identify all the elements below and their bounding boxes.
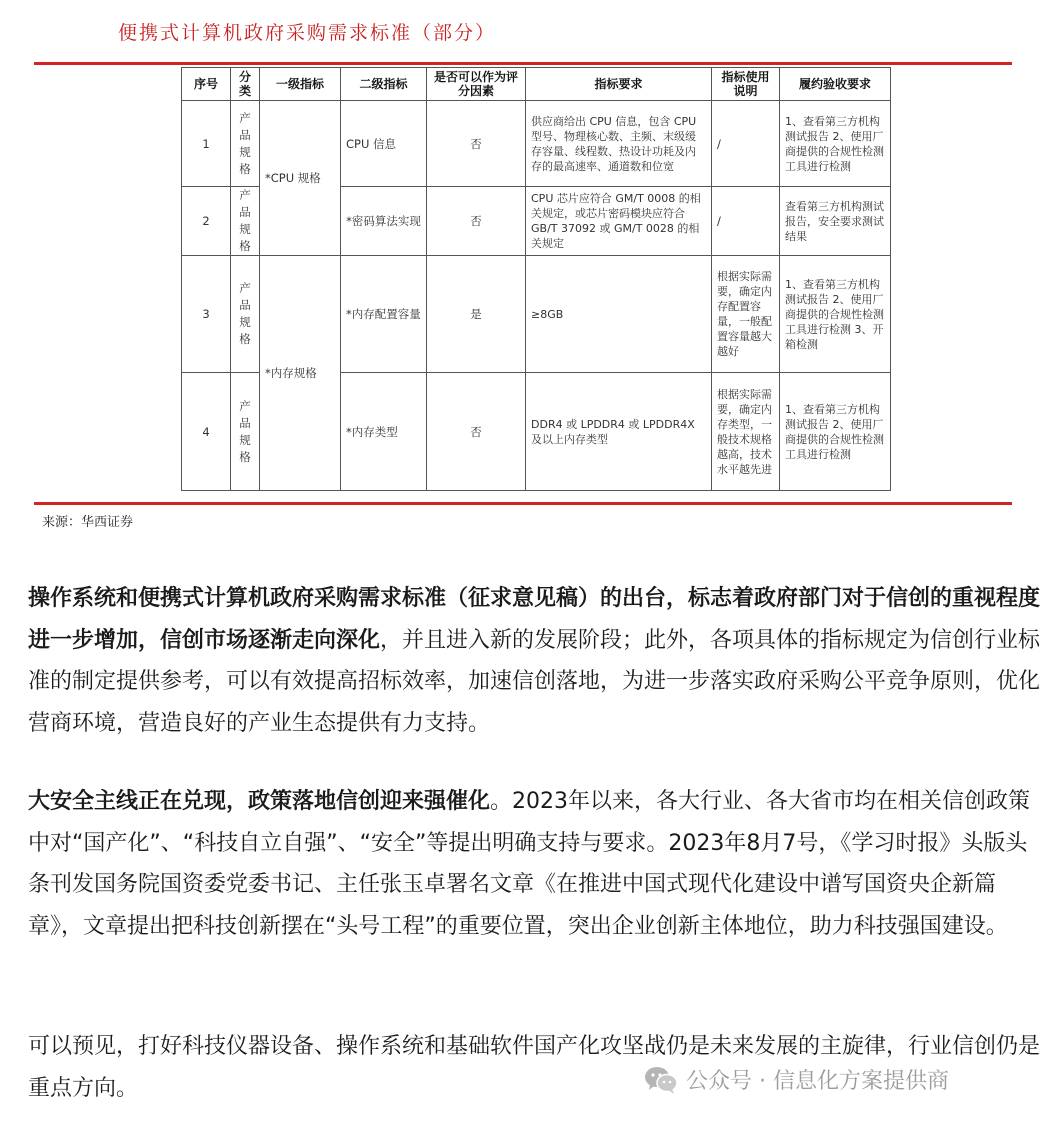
header-no: 序号 [182, 68, 231, 101]
row-requirement: 供应商给出 CPU 信息，包含 CPU 型号、物理核心数、主频、末级缓存容量、线程数、热设计功耗及内存的最高速率、通道数和位宽 [526, 101, 712, 187]
row-no: 1 [182, 101, 231, 187]
table-row [182, 101, 891, 187]
paragraph-1 [28, 578, 1043, 744]
header-category: 分类 [231, 68, 260, 101]
header-level2: 二级指标 [341, 68, 427, 101]
paragraph-2-text: 。2023年以来，各大行业、各大省市均在相关信创政策中对“国产化”、“科技自立自强”、“安全”等提出明确支持与要求。2023年8月7号，《学习时报》头版头条刊发国务院国资委党委书记、主任张玉卓署名文章《在推进中国式现代化建设中谱写国资央企新篇章》，文章提出把科技创新摆在“头号工程”的重要位置，突出企业创新主体地位，助力科技强国建设。 [28, 789, 1031, 939]
row-acceptance: 1、查看第三方机构测试报告 2、使用厂商提供的合规性检测工具进行检测 [780, 373, 891, 491]
row-usage: / [712, 101, 780, 187]
watermark [644, 1064, 949, 1095]
row-category: 产品规格 [231, 101, 260, 187]
row-no: 2 [182, 187, 231, 256]
row-category: 产品规格 [231, 373, 260, 491]
row-scoring: 是 [427, 256, 526, 373]
row-category: 产品规格 [231, 187, 260, 256]
header-level1: 一级指标 [260, 68, 341, 101]
table-row [182, 256, 891, 373]
row-acceptance: 查看第三方机构测试报告，安全要求测试结果 [780, 187, 891, 256]
table-header-row [182, 68, 891, 101]
row-scoring: 否 [427, 187, 526, 256]
row-acceptance: 1、查看第三方机构测试报告 2、使用厂商提供的合规性检测工具进行检测 [780, 101, 891, 187]
level1-memory: *内存规格 [260, 256, 341, 491]
row-scoring: 否 [427, 373, 526, 491]
paragraph-3: 可以预见，打好科技仪器设备、操作系统和基础软件国产化攻坚战仍是未来发展的主旋律，行业信创仍是重点方向。 [28, 1034, 1041, 1101]
row-level2: *内存类型 [341, 373, 427, 491]
spec-table [181, 67, 891, 491]
row-usage: 根据实际需要，确定内存配置容量，一般配置容量越大越好 [712, 256, 780, 373]
header-scoring: 是否可以作为评分因素 [427, 68, 526, 101]
figure-title: 便携式计算机政府采购需求标准（部分） [118, 22, 497, 44]
row-usage: 根据实际需要，确定内存类型，一般技术规格越高，技术水平越先进 [712, 373, 780, 491]
paragraph-1-text: ，并且进入新的发展阶段；此外，各项具体的指标规定为信创行业标准的制定提供参考，可以有效提高招标效率，加速信创落地，为进一步落实政府采购公平竞争原则，优化营商环境，营造良好的产业生态提供有力支持。 [28, 627, 1041, 736]
row-no: 3 [182, 256, 231, 373]
row-requirement: CPU 芯片应符合 GM/T 0008 的相关规定，或芯片密码模块应符合 GB/T 37092 或 GM/T 0028 的相关规定 [526, 187, 712, 256]
watermark-text: 公众号 · 信息化方案提供商 [686, 1069, 949, 1094]
header-usage: 指标使用说明 [712, 68, 780, 101]
paragraph-1-bold: 操作系统和便携式计算机政府采购需求标准（征求意见稿）的出台，标志着政府部门对于信创的重视程度进一步增加，信创市场逐渐走向深化 [28, 586, 1041, 653]
row-scoring: 否 [427, 101, 526, 187]
wechat-icon [644, 1065, 678, 1095]
paragraph-2 [28, 781, 1043, 947]
row-category: 产品规格 [231, 256, 260, 373]
row-no: 4 [182, 373, 231, 491]
row-level2: *内存配置容量 [341, 256, 427, 373]
row-requirement: ≥8GB [526, 256, 712, 373]
header-requirement: 指标要求 [526, 68, 712, 101]
bottom-red-rule [34, 502, 1012, 505]
row-level2: *密码算法实现 [341, 187, 427, 256]
row-usage: / [712, 187, 780, 256]
paragraph-2-bold: 大安全主线正在兑现，政策落地信创迎来强催化 [28, 789, 491, 814]
level1-cpu: *CPU 规格 [260, 101, 341, 256]
row-requirement: DDR4 或 LPDDR4 或 LPDDR4X 及以上内存类型 [526, 373, 712, 491]
top-red-rule [34, 62, 1012, 65]
figure-source: 来源：华西证券 [42, 515, 134, 530]
row-acceptance: 1、查看第三方机构测试报告 2、使用厂商提供的合规性检测工具进行检测 3、开箱检测 [780, 256, 891, 373]
row-level2: CPU 信息 [341, 101, 427, 187]
header-acceptance: 履约验收要求 [780, 68, 891, 101]
